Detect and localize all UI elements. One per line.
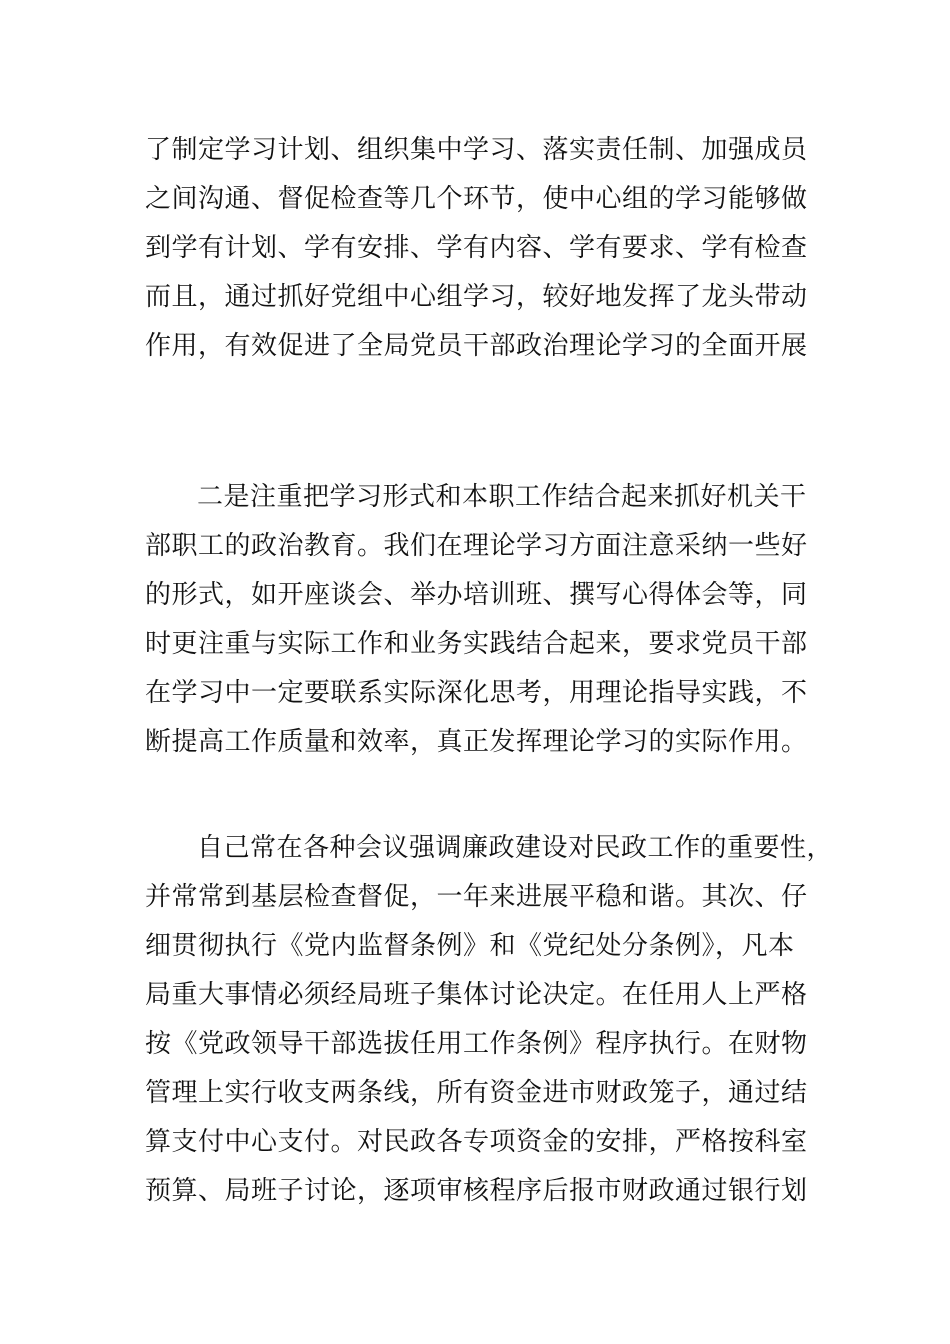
text-line: 的形式，如开座谈会、举办培训班、撰写心得体会等，同 — [145, 580, 808, 610]
text-line: 二是注重把学习形式和本职工作结合起来抓好机关干 — [197, 482, 807, 512]
text-line: 并常常到基层检查督促，一年来进展平稳和谐。其次、仔 — [145, 882, 808, 912]
text-line: 之间沟通、督促检查等几个环节，使中心组的学习能够做 — [145, 184, 808, 214]
text-line: 时更注重与实际工作和业务实践结合起来，要求党员干部 — [145, 629, 808, 659]
text-line: 管理上实行收支两条线，所有资金进市财政笼子，通过结 — [145, 1078, 808, 1108]
text-line: 细贯彻执行《党内监督条例》和《党纪处分条例》，凡本 — [145, 931, 795, 961]
paragraph-clean-governance — [145, 824, 834, 1216]
text-line: 预算、局班子讨论，逐项审核程序后报市财政通过银行划 — [145, 1176, 808, 1206]
paragraph-political-education — [145, 473, 815, 767]
text-line: 自己常在各种会议强调廉政建设对民政工作的重要性， — [197, 833, 834, 863]
text-line: 部职工的政治教育。我们在理论学习方面注意采纳一些好 — [145, 531, 808, 561]
text-line: 按《党政领导干部选拔任用工作条例》程序执行。在财物 — [145, 1029, 808, 1059]
paragraph-study-plan — [145, 126, 815, 371]
text-line: 局重大事情必须经局班子集体讨论决定。在任用人上严格 — [145, 980, 808, 1010]
text-line: 算支付中心支付。对民政各专项资金的安排，严格按科室 — [145, 1127, 808, 1157]
text-line: 到学有计划、学有安排、学有内容、学有要求、学有检查 — [145, 233, 808, 263]
text-line: 了制定学习计划、组织集中学习、落实责任制、加强成员 — [145, 135, 808, 165]
text-line: 作用，有效促进了全局党员干部政治理论学习的全面开展 — [145, 331, 808, 361]
text-line: 在学习中一定要联系实际深化思考，用理论指导实践，不 — [145, 678, 808, 708]
text-line: 而且，通过抓好党组中心组学习，较好地发挥了龙头带动 — [145, 282, 808, 312]
text-line: 断提高工作质量和效率，真正发挥理论学习的实际作用。 — [145, 727, 808, 757]
